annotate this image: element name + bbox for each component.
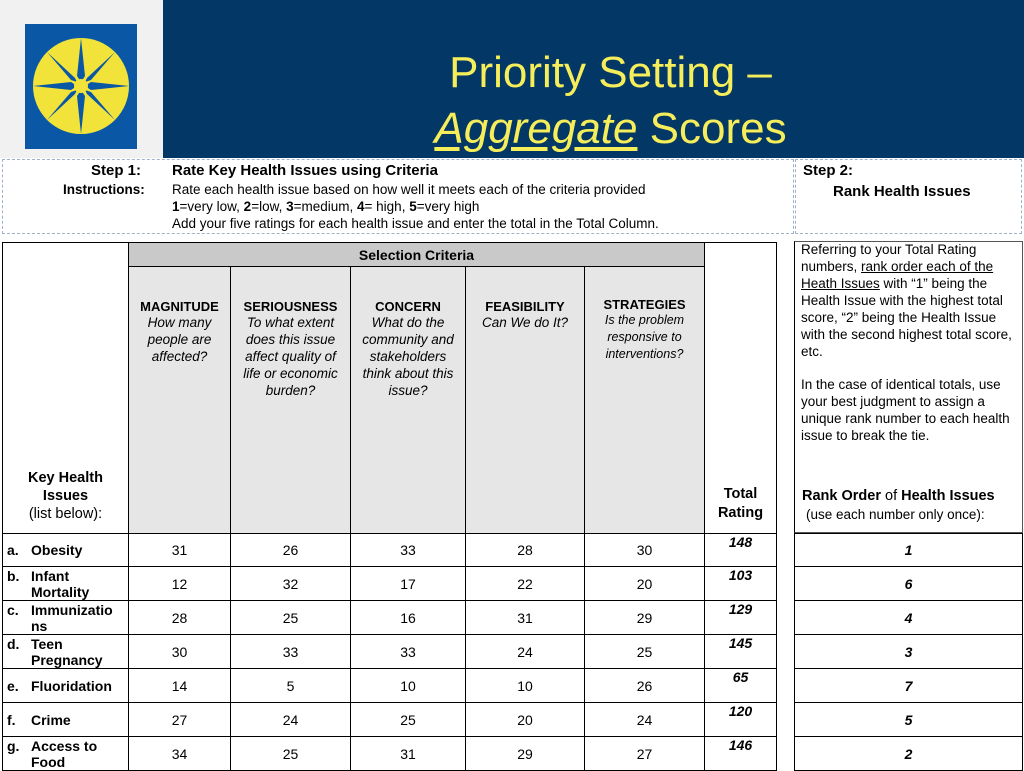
score-cell: 33 xyxy=(231,635,351,669)
rank-cell: 4 xyxy=(795,601,1023,635)
rank-order-header: Rank Order of Health Issues xyxy=(802,488,995,504)
score-cell: 24 xyxy=(585,703,705,737)
score-cell: 20 xyxy=(466,703,585,737)
score-cell: 10 xyxy=(351,669,466,703)
issue-cell: e. Fluoridation xyxy=(3,669,129,703)
step2-instructions xyxy=(801,241,1021,460)
table-row xyxy=(3,669,777,703)
selection-criteria-header: Selection Criteria xyxy=(129,243,705,267)
criterion-concern: CONCERN What do the community and stakeholders think about this issue? xyxy=(351,267,466,534)
score-cell: 20 xyxy=(585,567,705,601)
title-rest: Scores xyxy=(637,104,787,153)
score-cell: 32 xyxy=(231,567,351,601)
score-cell: 33 xyxy=(351,635,466,669)
score-cell: 34 xyxy=(129,737,231,771)
issues-header: Key Health Issues (list below): xyxy=(3,243,129,534)
total-cell: 146 xyxy=(705,737,777,771)
score-cell: 25 xyxy=(351,703,466,737)
title-emphasis: Aggregate xyxy=(434,104,638,153)
score-cell: 30 xyxy=(129,635,231,669)
score-cell: 12 xyxy=(129,567,231,601)
table-row xyxy=(3,635,777,669)
score-cell: 29 xyxy=(466,737,585,771)
page-title-line1: Priority Setting – xyxy=(449,48,772,97)
step2-label: Step 2: xyxy=(803,162,854,179)
table-row xyxy=(3,703,777,737)
step2-title: Rank Health Issues xyxy=(833,183,971,200)
issue-cell: c. Immunizatio ns xyxy=(3,601,129,635)
total-cell: 65 xyxy=(705,669,777,703)
score-cell: 26 xyxy=(585,669,705,703)
score-cell: 17 xyxy=(351,567,466,601)
rank-cell: 2 xyxy=(795,737,1023,771)
rank-cell: 3 xyxy=(795,635,1023,669)
rank-cell: 1 xyxy=(795,534,1023,567)
table-row xyxy=(3,737,777,771)
total-cell: 103 xyxy=(705,567,777,601)
criterion-strategies: STRATEGIES Is the problem responsive to interventions? xyxy=(585,267,705,534)
score-cell: 25 xyxy=(585,635,705,669)
issue-cell: b. Infant Mortality xyxy=(3,567,129,601)
total-cell: 148 xyxy=(705,534,777,567)
step2-paragraph1: Referring to your Total Rating numbers, rank order each of the Heath Issues with “1” being the Health Issue with the highest total score, “2” being the Health Issue with the second highest total score, etc. xyxy=(801,242,1012,359)
rank-cell: 7 xyxy=(795,669,1023,703)
score-cell: 27 xyxy=(129,703,231,737)
page-title-line2 xyxy=(180,104,1024,154)
rank-order-subheader: (use each number only once): xyxy=(806,507,985,522)
total-cell: 145 xyxy=(705,635,777,669)
score-cell: 31 xyxy=(466,601,585,635)
table-row xyxy=(3,534,777,567)
issue-cell: g. Access to Food xyxy=(3,737,129,771)
criterion-feasibility: FEASIBILITY Can We do It? xyxy=(466,267,585,534)
score-cell: 27 xyxy=(585,737,705,771)
criterion-magnitude: MAGNITUDE How many people are affected? xyxy=(129,267,231,534)
score-cell: 22 xyxy=(466,567,585,601)
step1-label: Step 1: xyxy=(91,162,142,179)
rating-scale: 1=very low, 2=low, 3=medium, 4= high, 5=very high xyxy=(172,199,480,214)
step1-title: Rate Key Health Issues using Criteria xyxy=(172,162,438,179)
score-cell: 31 xyxy=(129,534,231,567)
score-cell: 29 xyxy=(585,601,705,635)
rank-cell: 6 xyxy=(795,567,1023,601)
score-cell: 14 xyxy=(129,669,231,703)
issue-cell: d. Teen Pregnancy xyxy=(3,635,129,669)
score-cell: 5 xyxy=(231,669,351,703)
total-cell: 129 xyxy=(705,601,777,635)
rating-table xyxy=(2,242,777,771)
score-cell: 24 xyxy=(466,635,585,669)
score-cell: 33 xyxy=(351,534,466,567)
step2-paragraph2: In the case of identical totals, use your best judgment to assign a unique rank number to each health issue to break the tie. xyxy=(801,377,1010,443)
score-cell: 30 xyxy=(585,534,705,567)
total-rating-header: Total Rating xyxy=(705,243,777,534)
score-cell: 10 xyxy=(466,669,585,703)
instructions-line3: Add your five ratings for each health issue and enter the total in the Total Column. xyxy=(172,216,659,231)
score-cell: 25 xyxy=(231,601,351,635)
rank-table xyxy=(794,533,1023,771)
criterion-seriousness: SERIOUSNESS To what extent does this issue affect quality of life or economic burden? xyxy=(231,267,351,534)
score-cell: 26 xyxy=(231,534,351,567)
logo-area xyxy=(0,0,163,158)
instructions-line1: Rate each health issue based on how well it meets each of the criteria provided xyxy=(172,182,646,197)
score-cell: 28 xyxy=(129,601,231,635)
score-cell: 25 xyxy=(231,737,351,771)
score-cell: 31 xyxy=(351,737,466,771)
table-row xyxy=(3,567,777,601)
score-cell: 24 xyxy=(231,703,351,737)
instructions-label: Instructions: xyxy=(63,182,145,197)
rank-cell: 5 xyxy=(795,703,1023,737)
issue-cell: f. Crime xyxy=(3,703,129,737)
total-cell: 120 xyxy=(705,703,777,737)
table-row xyxy=(3,601,777,635)
score-cell: 28 xyxy=(466,534,585,567)
organization-logo-icon xyxy=(25,24,137,149)
issue-cell: a. Obesity xyxy=(3,534,129,567)
score-cell: 16 xyxy=(351,601,466,635)
